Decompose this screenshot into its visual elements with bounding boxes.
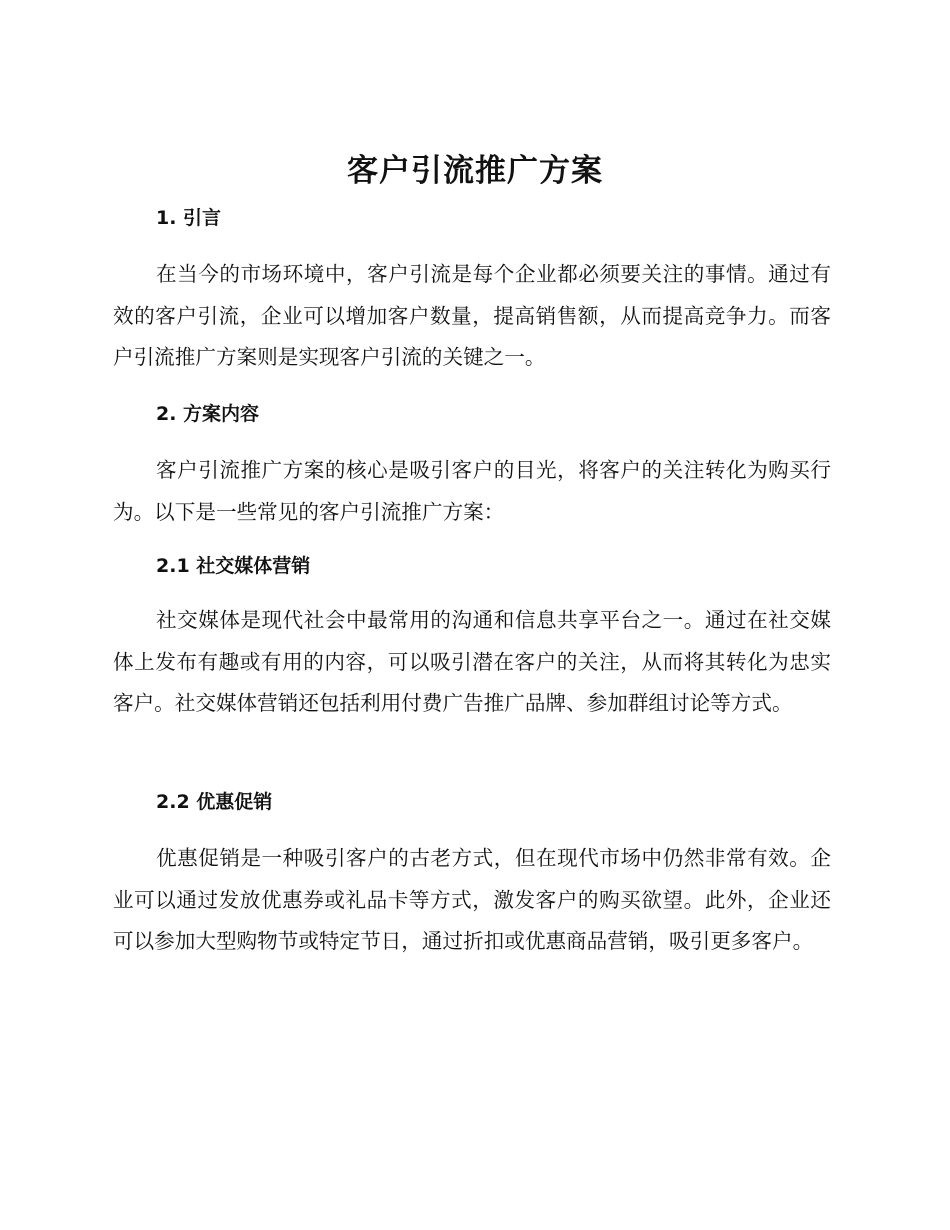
section-heading-social-media-marketing: 2.1 社交媒体营销	[156, 555, 311, 577]
section-paragraph-social-media-marketing: 社交媒体是现代社会中最常用的沟通和信息共享平台之一。通过在社交媒体上发布有趣或有用的内容，可以吸引潜在客户的关注，从而将其转化为忠实客户。社交媒体营销还包括利用付费广告推广品牌、参加群组讨论等方式。	[113, 608, 831, 715]
section-paragraph-promotions: 优惠促销是一种吸引客户的古老方式，但在现代市场中仍然非常有效。企业可以通过发放优惠券或礼品卡等方式，激发客户的购买欲望。此外，企业还可以参加大型购物节或特定节日，通过折扣或优惠商品营销，吸引更多客户。	[113, 846, 831, 953]
section-heading-promotions: 2.2 优惠促销	[156, 791, 273, 813]
document-title: 客户引流推广方案	[347, 153, 603, 189]
section-heading-plan-content: 2. 方案内容	[156, 403, 260, 425]
section-heading-introduction: 1. 引言	[156, 207, 222, 229]
section-paragraph-introduction: 在当今的市场环境中，客户引流是每个企业都必须要关注的事情。通过有效的客户引流，企业可以增加客户数量，提高销售额，从而提高竞争力。而客户引流推广方案则是实现客户引流的关键之一。	[113, 262, 831, 369]
section-paragraph-plan-content: 客户引流推广方案的核心是吸引客户的目光，将客户的关注转化为购买行为。以下是一些常见的客户引流推广方案：	[113, 458, 831, 524]
